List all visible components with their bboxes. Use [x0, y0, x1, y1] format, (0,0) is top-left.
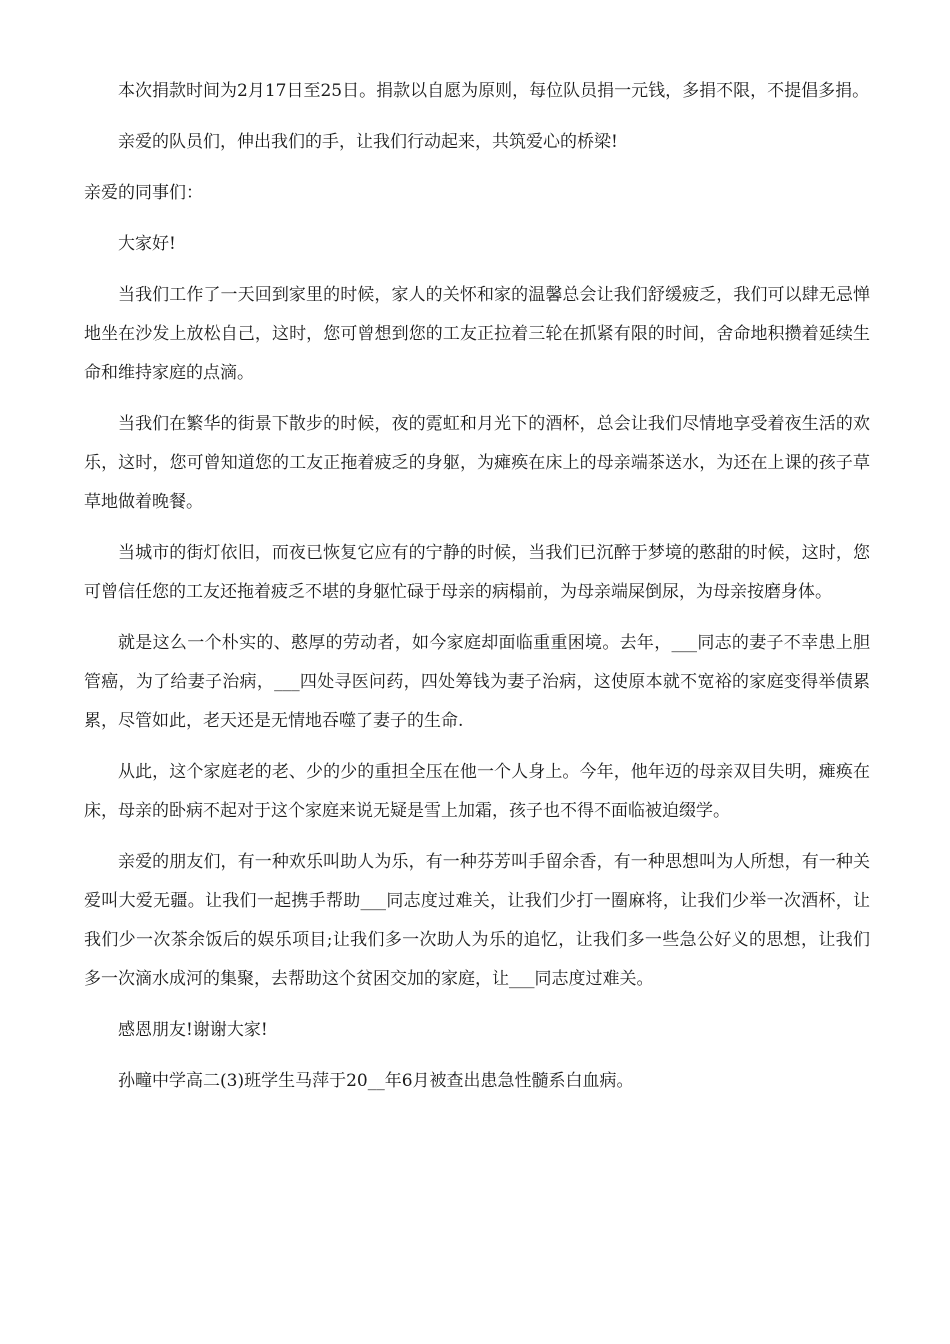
document-body — [84, 72, 870, 1113]
paragraph-body-1: 当我们工作了一天回到家里的时候，家人的关怀和家的温馨总会让我们舒缓疲乏，我们可以肆无忌惮地坐在沙发上放松自己，这时，您可曾想到您的工友正拉着三轮在抓紧有限的时间，舍命地积攒着延续生命和维持家庭的点滴。 — [84, 285, 870, 383]
paragraph-body-5: 从此，这个家庭老的老、少的少的重担全压在他一个人身上。今年，他年迈的母亲双目失明，瘫痪在床，母亲的卧病不起对于这个家庭来说无疑是雪上加霜，孩子也不得不面临被迫缀学。 — [84, 762, 870, 821]
paragraph-donation-time: 本次捐款时间为2月17日至25日。捐款以自愿为原则，每位队员捐一元钱，多捐不限，不提倡多捐。 — [118, 81, 870, 101]
paragraph-call-to-action: 亲爱的队员们，伸出我们的手，让我们行动起来，共筑爱心的桥梁! — [118, 132, 618, 152]
paragraph-greeting: 大家好! — [118, 234, 176, 254]
paragraph-salutation: 亲爱的同事们： — [84, 183, 203, 203]
paragraph-body-2: 当我们在繁华的街景下散步的时候，夜的霓虹和月光下的酒杯，总会让我们尽情地享受着夜生活的欢乐，这时，您可曾知道您的工友正拖着疲乏的身躯，为瘫痪在床上的母亲端茶送水，为还在上课的孩子草草地做着晚餐。 — [84, 414, 870, 512]
paragraph-thanks: 感恩朋友!谢谢大家! — [118, 1020, 268, 1040]
paragraph-body-4: 就是这么一个朴实的、憨厚的劳动者，如今家庭却面临重重困境。去年，___同志的妻子不幸患上胆管癌，为了给妻子治病，___四处寻医问药，四处筹钱为妻子治病，这使原本就不宽裕的家庭变得举债累累，尽管如此，老天还是无情地吞噬了妻子的生命. — [84, 633, 870, 731]
paragraph-body-6: 亲爱的朋友们，有一种欢乐叫助人为乐，有一种芬芳叫手留余香，有一种思想叫为人所想，有一种关爱叫大爱无疆。让我们一起携手帮助___同志度过难关，让我们少打一圈麻将，让我们少举一次酒杯，让我们少一次茶余饭后的娱乐项目;让我们多一次助人为乐的追忆，让我们多一些急公好义的思想，让我们多一次滴水成河的集聚，去帮助这个贫困交加的家庭，让___同志度过难关。 — [84, 852, 870, 989]
paragraph-body-3: 当城市的街灯依旧，而夜已恢复它应有的宁静的时候，当我们已沉醉于梦境的憨甜的时候，这时，您可曾信任您的工友还拖着疲乏不堪的身躯忙碌于母亲的病榻前，为母亲端屎倒尿，为母亲按磨身体。 — [84, 543, 870, 602]
paragraph-student-case: 孙疃中学高二(3)班学生马萍于20__年6月被查出患急性髓系白血病。 — [118, 1071, 634, 1091]
